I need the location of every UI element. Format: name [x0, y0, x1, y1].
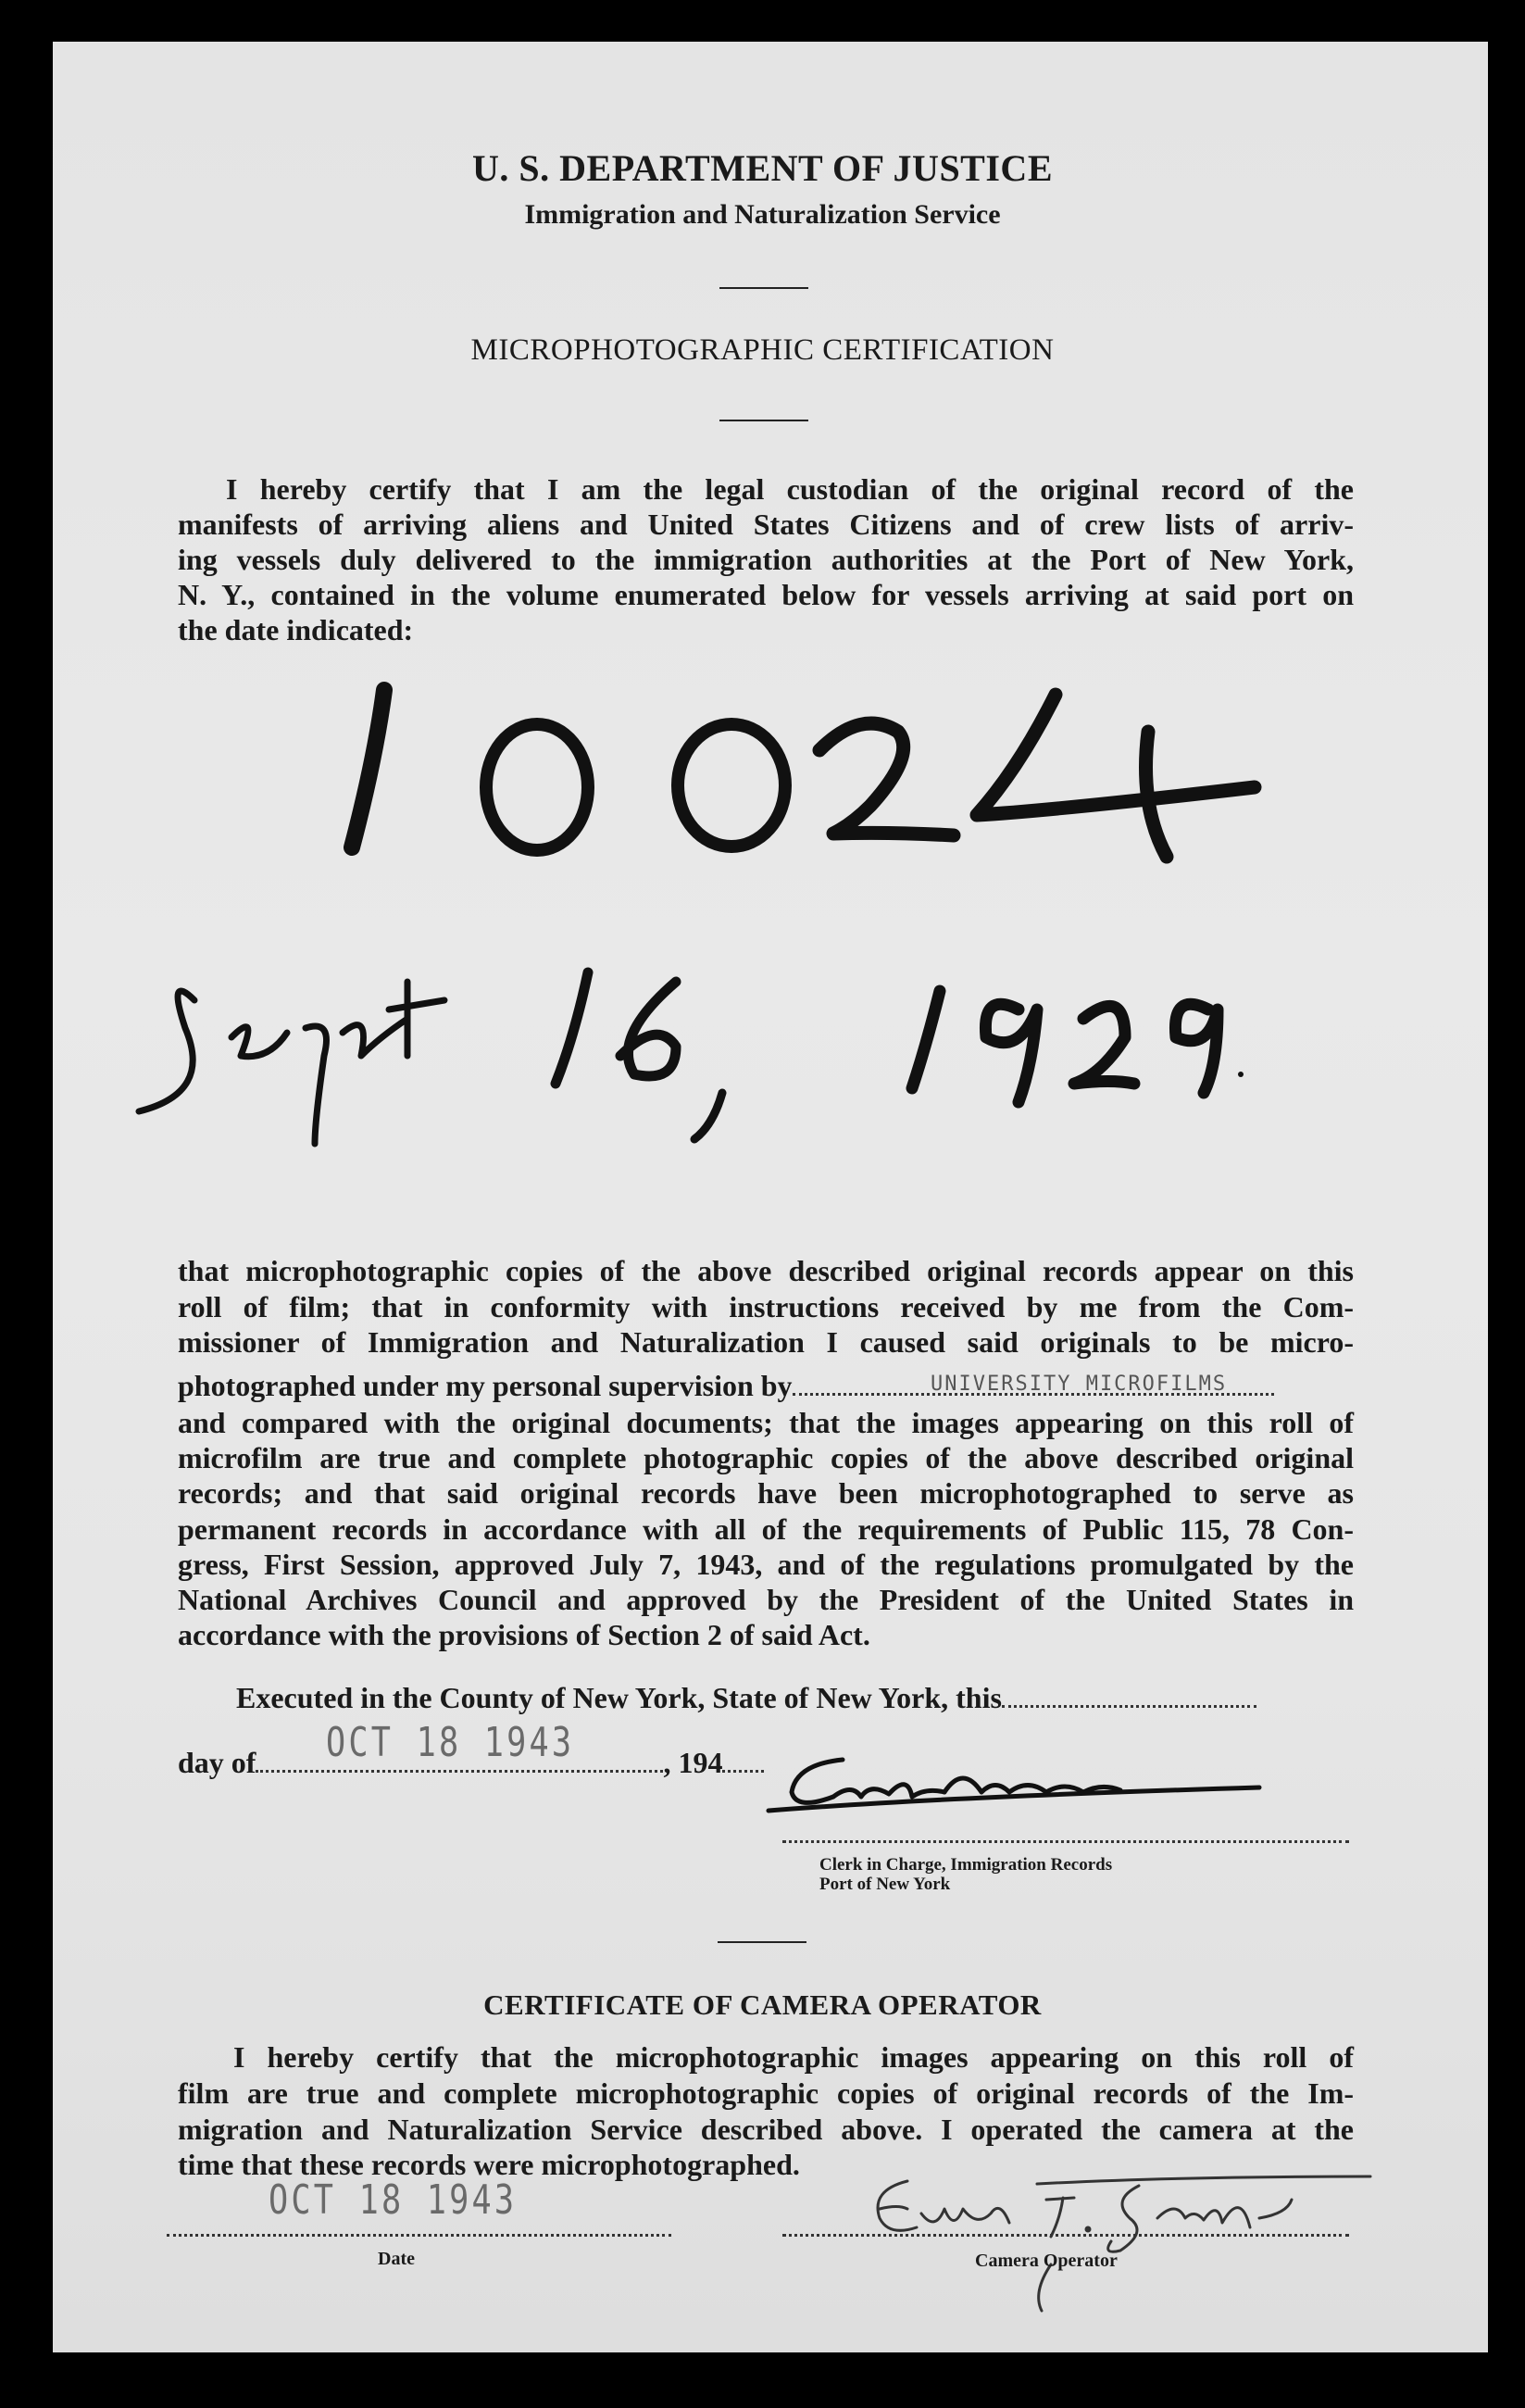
body-line: National Archives Council and approved by the President of the United States in [178, 1583, 1354, 1616]
camera-date-stamp: OCT 18 1943 [269, 2176, 518, 2224]
body-line: roll of film; that in conformity with instructions received by me from the Com- [178, 1290, 1354, 1323]
execution-text: Executed in the County of New York, State of New York, this [236, 1681, 1002, 1714]
service-subheading: Immigration and Naturalization Service [524, 199, 1001, 230]
date-line [167, 2232, 671, 2237]
camera-operator-signature [852, 2163, 1380, 2311]
intro-line: the date indicated: [178, 613, 414, 646]
body-line: and compared with the original documents; that the images appearing on this roll of [178, 1406, 1354, 1439]
intro-line: manifests of arriving aliens and United States Citizens and of crew lists of arriv- [178, 508, 1354, 541]
supervisor-name: UNIVERSITY MICROFILMS [931, 1373, 1228, 1396]
handwritten-volume-number [315, 676, 1296, 861]
execution-line [236, 1681, 1356, 1715]
camera-line: time that these records were microphotographed. [178, 2148, 800, 2181]
clerk-signature-line [782, 1838, 1349, 1843]
intro-line: ing vessels duly delivered to the immigration authorities at the Port of New York, [178, 543, 1354, 576]
camera-line: film are true and complete microphotographic copies of original records of the Im- [178, 2076, 1354, 2110]
body-line: permanent records in accordance with all of the requirements of Public 115, 78 Con- [178, 1512, 1354, 1546]
intro-line: I hereby certify that I am the legal custodian of the original record of the [226, 472, 1354, 506]
body-line: missioner of Immigration and Naturalization I caused said originals to be micro- [178, 1325, 1354, 1359]
divider [718, 1941, 806, 1943]
certification-title: MICROPHOTOGRAPHIC CERTIFICATION [470, 333, 1055, 367]
camera-operator-label: Camera Operator [975, 2251, 1118, 2271]
handwritten-date [130, 954, 1259, 1153]
body-line: that microphotographic copies of the above described original records appear on this [178, 1254, 1354, 1287]
date-stamp: OCT 18 1943 [326, 1719, 575, 1766]
body-line: accordance with the provisions of Section 2 of said Act. [178, 1618, 870, 1651]
divider [719, 420, 808, 421]
body-line: microfilm are true and complete photographic copies of the above described original [178, 1441, 1354, 1474]
date-label: Date [378, 2249, 415, 2269]
day-blank [1002, 1683, 1256, 1708]
body-line: gress, First Session, approved July 7, 1943, and of the regulations promulgated by the [178, 1548, 1354, 1581]
camera-line: I hereby certify that the microphotographic images appearing on this roll of [233, 2040, 1354, 2074]
body-line: records; and that said original records have been microphotographed to serve as [178, 1476, 1354, 1510]
day-of-label: day of [178, 1746, 256, 1779]
clerk-signature [759, 1746, 1278, 1834]
clerk-title: Clerk in Charge, Immigration Records [819, 1855, 1113, 1875]
camera-certificate-title: CERTIFICATE OF CAMERA OPERATOR [483, 1988, 1042, 2021]
intro-line: N. Y., contained in the volume enumerated below for vessels arriving at said port on [178, 578, 1354, 611]
year-blank [722, 1748, 764, 1773]
clerk-place: Port of New York [819, 1875, 951, 1894]
camera-operator-line [782, 2232, 1349, 2237]
divider [719, 287, 808, 289]
department-heading: U. S. DEPARTMENT OF JUSTICE [472, 147, 1053, 189]
supervision-prefix: photographed under my personal supervision by [178, 1369, 793, 1402]
camera-line: migration and Naturalization Service described above. I operated the camera at the [178, 2113, 1354, 2146]
year-prefix: , 194 [663, 1746, 723, 1779]
